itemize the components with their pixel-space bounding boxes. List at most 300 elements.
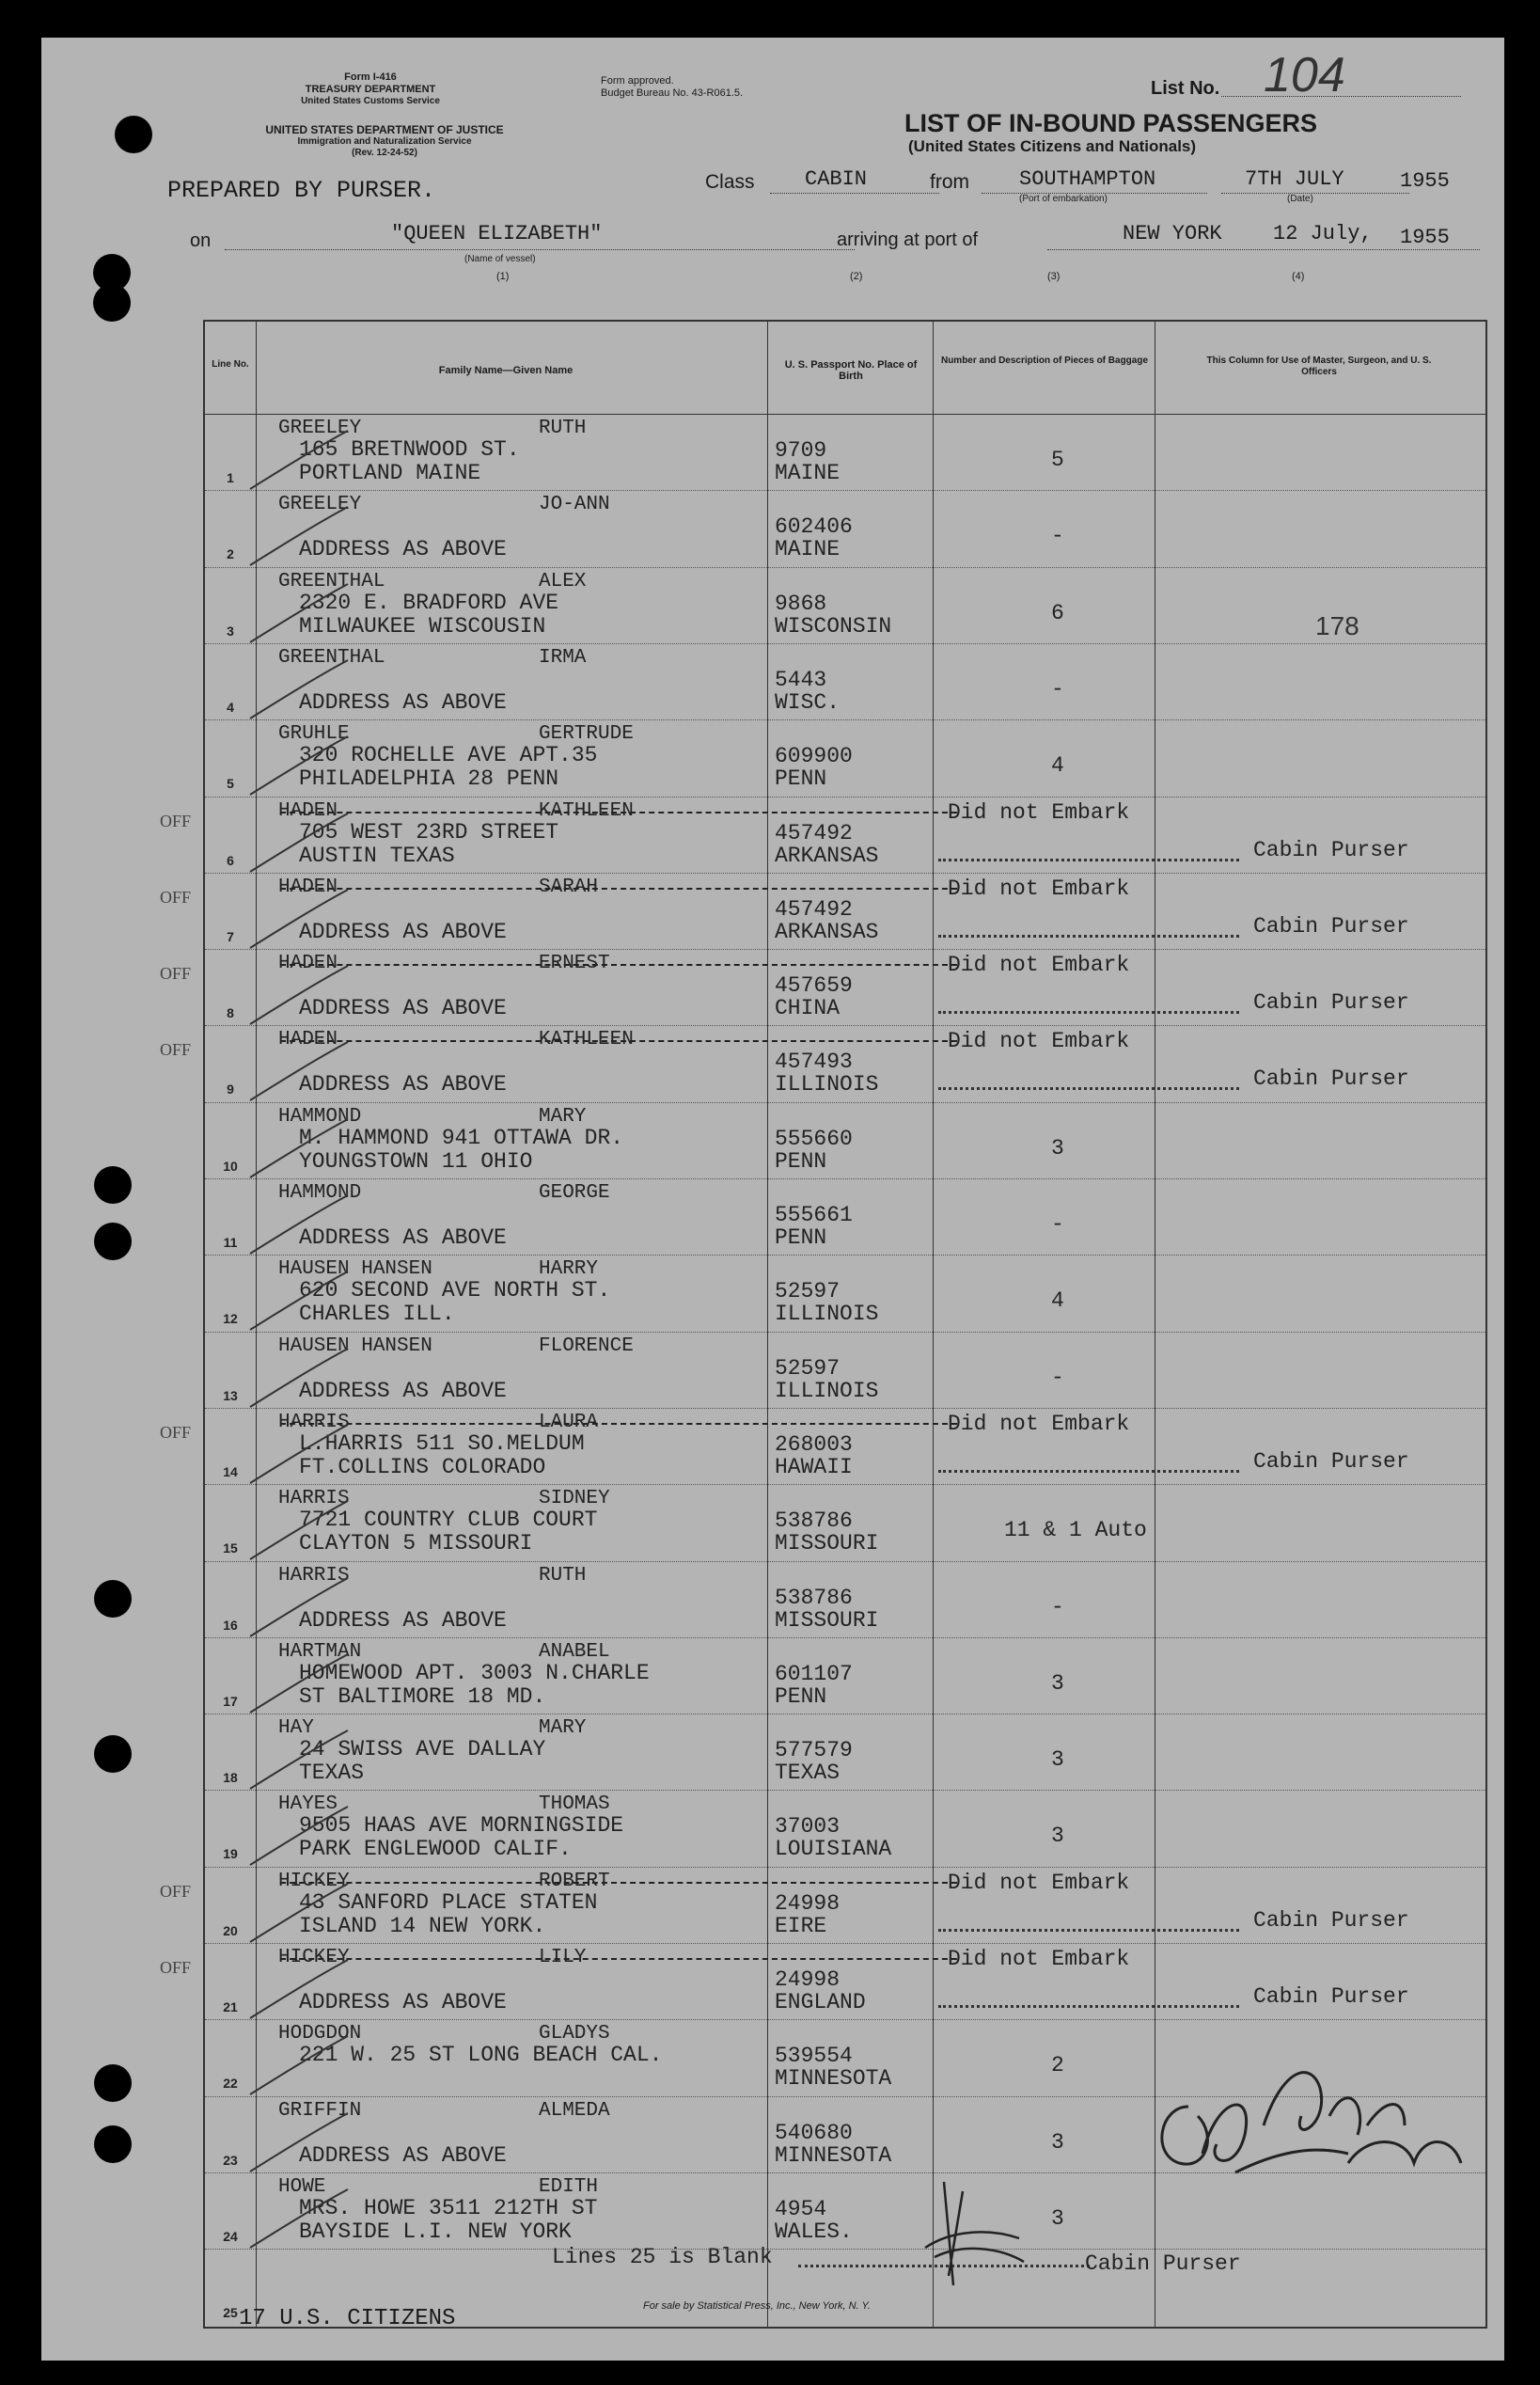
check-mark: [243, 882, 355, 957]
address-line-1: MRS. HOWE 3511 212TH ST: [299, 2195, 598, 2220]
check-mark: [243, 1952, 355, 2028]
purser-dots: [938, 1011, 1239, 1014]
baggage-count: -: [1051, 676, 1064, 702]
line-number: 3: [227, 623, 234, 639]
purser-dots: [938, 2005, 1239, 2008]
passport-number: 52597: [775, 1355, 841, 1381]
place-of-birth: MISSOURI: [775, 1607, 879, 1633]
row-separator: [205, 1102, 1485, 1103]
passport-number: 24998: [775, 1967, 841, 1992]
row-separator: [205, 1332, 1485, 1333]
cabin-purser: Cabin Purser: [1253, 837, 1409, 862]
check-mark: [243, 1493, 355, 1569]
place-of-birth: PENN: [775, 1225, 827, 1250]
family-name: HAMMOND: [278, 1105, 362, 1128]
baggage-count: 4: [1051, 753, 1064, 779]
check-mark: [243, 1876, 355, 1951]
address-line-2: PORTLAND MAINE: [299, 461, 481, 485]
vessel-name: "QUEEN ELIZABETH": [391, 222, 603, 245]
address-line-2: BAYSIDE L.I. NEW YORK: [299, 2219, 572, 2244]
prepared-by: PREPARED BY PURSER.: [167, 177, 436, 204]
passport-number: 4954: [775, 2196, 827, 2221]
check-mark: [243, 1571, 355, 1646]
family-name: HARRIS: [278, 1488, 350, 1510]
line-number: 16: [223, 1617, 238, 1633]
cabin-purser: Cabin Purser: [1253, 1066, 1409, 1092]
header-officers: This Column for Use of Master, Surgeon, and U. S. Officers: [1206, 355, 1432, 377]
family-name: HADEN: [278, 953, 338, 975]
passport-number: 555660: [775, 1126, 853, 1151]
address-line-1: 165 BRETNWOOD ST.: [299, 437, 520, 462]
place-of-birth: ARKANSAS: [775, 843, 879, 868]
off-margin-note: OFF: [160, 887, 192, 907]
place-of-birth: TEXAS: [775, 1761, 841, 1786]
passport-number: 540680: [775, 2120, 853, 2145]
baggage-count: 3: [1051, 1670, 1064, 1696]
form-budget-bureau: Budget Bureau No. 43-R061.5.: [601, 87, 744, 99]
binder-hole: [93, 284, 131, 322]
passport-number: 609900: [775, 744, 853, 769]
address-line-2: ADDRESS AS ABOVE: [299, 1072, 507, 1098]
check-mark: [243, 1723, 355, 1798]
line-number: 21: [223, 1999, 238, 2014]
initials-mark: [906, 2172, 1038, 2304]
col-divider: [767, 322, 768, 2327]
line-number: 2: [227, 546, 234, 562]
did-not-embark: Did not Embark: [948, 799, 1130, 825]
family-name: GRIFFIN: [278, 2099, 362, 2122]
arrival-year: 1955: [1400, 226, 1450, 249]
family-name: HAUSEN HANSEN: [278, 1258, 432, 1281]
address-line-2: ADDRESS AS ABOVE: [299, 2142, 507, 2168]
address-line-2: ADDRESS AS ABOVE: [299, 1607, 507, 1633]
strike-through: [280, 1423, 957, 1425]
family-name: GRUHLE: [278, 723, 350, 746]
binder-hole: [94, 1223, 132, 1260]
check-mark: [243, 1341, 355, 1416]
baggage-count: 2: [1051, 2053, 1064, 2078]
binder-hole: [94, 1166, 132, 1204]
blank-line-note: Lines 25 is Blank: [552, 2245, 773, 2269]
check-mark: [243, 958, 355, 1034]
row-separator: [205, 567, 1485, 568]
check-mark: [243, 1647, 355, 1722]
date-caption: (Date): [1287, 194, 1313, 204]
line-number: 8: [227, 1005, 234, 1021]
address-line-1: 24 SWISS AVE DALLAY: [299, 1737, 546, 1762]
place-of-birth: PENN: [775, 1683, 827, 1709]
line-number: 20: [223, 1922, 238, 1938]
check-mark: [243, 1188, 355, 1263]
row-separator: [205, 2019, 1485, 2020]
passport-number: 9709: [775, 438, 827, 463]
address-line-2: TEXAS: [299, 1761, 365, 1786]
check-mark: [243, 2182, 355, 2257]
line-number: 24: [223, 2228, 238, 2244]
row-separator: [205, 1408, 1485, 1409]
given-name: LILY: [539, 1947, 587, 1968]
line-number: 15: [223, 1540, 238, 1556]
given-name: KATHLEEN: [539, 1029, 634, 1051]
given-name: GEORGE: [539, 1182, 610, 1204]
off-margin-note: OFF: [160, 964, 192, 984]
address-line-1: 705 WEST 23RD STREET: [299, 819, 559, 845]
address-line-1: 320 ROCHELLE AVE APT.35: [299, 743, 598, 768]
column-number-2: (2): [850, 271, 863, 282]
row-separator: [205, 1178, 1485, 1179]
header-separator: [205, 414, 1485, 415]
baggage-count: 5: [1051, 448, 1064, 472]
passport-number: 457492: [775, 896, 853, 922]
address-line-2: ADDRESS AS ABOVE: [299, 1225, 507, 1250]
did-not-embark: Did not Embark: [948, 1029, 1130, 1054]
place-of-birth: WALES.: [775, 2219, 853, 2244]
given-name: ANABEL: [539, 1640, 610, 1663]
check-mark: [243, 1264, 355, 1339]
passport-number: 555661: [775, 1203, 853, 1227]
from-label: from: [930, 171, 969, 193]
given-name: RUTH: [539, 1564, 587, 1587]
line-number: 19: [223, 1846, 238, 1862]
list-no-label: List No.: [1151, 78, 1220, 99]
place-of-birth: WISC.: [775, 689, 841, 715]
column-number-3: (3): [1047, 271, 1061, 282]
given-name: ALMEDA: [539, 2099, 610, 2122]
family-name: HICKEY: [278, 1947, 350, 1968]
family-name: HAUSEN HANSEN: [278, 1335, 432, 1357]
strike-through: [280, 888, 957, 890]
address-line-2: PHILADELPHIA 28 PENN: [299, 766, 559, 792]
place-of-birth: ILLINOIS: [775, 1378, 879, 1403]
baggage-count: 11 & 1 Auto: [1004, 1518, 1147, 1543]
line-number: 6: [227, 852, 234, 868]
address-line-2: CHARLES ILL.: [299, 1302, 455, 1327]
form-sheet: [41, 38, 1504, 2361]
family-name: HARRIS: [278, 1411, 350, 1433]
line-number: 14: [223, 1463, 238, 1479]
row-separator: [205, 949, 1485, 950]
line-number: 9: [227, 1082, 234, 1098]
binder-hole: [94, 1735, 132, 1773]
passport-number: 602406: [775, 514, 853, 540]
passport-number: 457492: [775, 820, 853, 845]
given-name: SIDNEY: [539, 1488, 610, 1510]
address-line-1: HOMEWOOD APT. 3003 N.CHARLE: [299, 1660, 650, 1685]
strike-through: [280, 964, 957, 966]
line-number: 25: [223, 2305, 238, 2321]
family-name: HAMMOND: [278, 1182, 362, 1204]
family-name: HADEN: [278, 876, 338, 898]
family-name: HODGDON: [278, 2023, 362, 2045]
baggage-count: -: [1051, 524, 1064, 549]
given-name: RUTH: [539, 418, 587, 439]
address-line-2: ADDRESS AS ABOVE: [299, 689, 507, 715]
family-name: HAY: [278, 1717, 314, 1740]
row-separator: [205, 1255, 1485, 1256]
family-name: GREELEY: [278, 418, 362, 439]
check-mark: [243, 1417, 355, 1493]
given-name: ERNEST: [539, 953, 610, 975]
check-mark: [243, 577, 355, 652]
check-mark: [243, 2106, 355, 2181]
baggage-count: -: [1051, 1212, 1064, 1237]
given-name: KATHLEEN: [539, 799, 634, 822]
blank-line-signature: Cabin Purser: [1085, 2251, 1241, 2276]
address-line-2: MILWAUKEE WISCOUSIN: [299, 613, 546, 639]
family-name: HAYES: [278, 1793, 338, 1816]
line-number: 13: [223, 1387, 238, 1403]
given-name: HARRY: [539, 1258, 599, 1281]
place-of-birth: MAINE: [775, 461, 841, 485]
passport-number: 9868: [775, 591, 827, 616]
line-number: 12: [223, 1311, 238, 1327]
family-name: HOWE: [278, 2175, 326, 2198]
check-mark: [243, 1035, 355, 1110]
binder-hole: [94, 2064, 132, 2102]
address-line-2: FT.COLLINS COLORADO: [299, 1454, 546, 1479]
embarkation-year: 1955: [1400, 169, 1450, 193]
form-subtitle: (United States Citizens and Nationals): [908, 137, 1197, 155]
header-passport: U. S. Passport No. Place of Birth: [784, 359, 918, 382]
embarkation-caption: (Port of embarkation): [1019, 194, 1108, 204]
cabin-purser: Cabin Purser: [1253, 1907, 1409, 1933]
place-of-birth: LOUISIANA: [775, 1837, 892, 1862]
row-separator: [205, 1561, 1485, 1562]
line-number: 11: [223, 1235, 238, 1250]
place-of-birth: WISCONSIN: [775, 613, 892, 639]
given-name: LAURA: [539, 1411, 599, 1433]
baggage-count: -: [1051, 1365, 1064, 1390]
date-line: [1221, 193, 1409, 194]
class-line: [770, 193, 939, 194]
form-department: TREASURY DEPARTMENT: [305, 84, 436, 95]
passenger-table: [160, 320, 1487, 2329]
place-of-birth: HAWAII: [775, 1454, 853, 1479]
passport-number: 538786: [775, 1508, 853, 1534]
handwritten-signature: [1123, 2041, 1499, 2267]
given-name: MARY: [539, 1717, 587, 1740]
cabin-purser: Cabin Purser: [1253, 913, 1409, 939]
baggage-count: 3: [1051, 1824, 1064, 1849]
form-number: Form I-416: [344, 71, 397, 83]
given-name: EDITH: [539, 2175, 599, 2198]
address-line-1: 2320 E. BRADFORD AVE: [299, 590, 559, 615]
check-mark: [243, 729, 355, 804]
line-number: 22: [223, 2076, 238, 2092]
footer-printer: For sale by Statistical Press, Inc., New York, N. Y.: [643, 2300, 871, 2312]
row-separator: [205, 797, 1485, 798]
passport-number: 24998: [775, 1890, 841, 1916]
address-line-2: ADDRESS AS ABOVE: [299, 1990, 507, 2014]
place-of-birth: EIRE: [775, 1913, 827, 1938]
given-name: IRMA: [539, 646, 587, 669]
column-number-4: (4): [1292, 271, 1305, 282]
did-not-embark: Did not Embark: [948, 953, 1130, 978]
passport-number: 5443: [775, 667, 827, 692]
did-not-embark: Did not Embark: [948, 1947, 1130, 1971]
line-number: 5: [227, 776, 234, 792]
header-name: Family Name—Given Name: [438, 365, 574, 376]
purser-dots: [938, 935, 1239, 938]
family-name: HICKEY: [278, 1870, 350, 1892]
check-mark: [243, 653, 355, 728]
given-name: SARAH: [539, 876, 599, 898]
footer-total: 17 U.S. CITIZENS: [239, 2306, 456, 2331]
dept-revision: (Rev. 12-24-52): [352, 148, 417, 158]
row-separator: [205, 1025, 1485, 1026]
address-line-2: ST BALTIMORE 18 MD.: [299, 1683, 546, 1709]
row-separator: [205, 490, 1485, 491]
arriving-label: arriving at port of: [837, 229, 979, 250]
place-of-birth: CHINA: [775, 996, 841, 1021]
dept-immigration: Immigration and Naturalization Service: [297, 136, 472, 147]
strike-through: [280, 1040, 957, 1042]
row-separator: [205, 1637, 1485, 1638]
row-separator: [205, 1790, 1485, 1791]
place-of-birth: PENN: [775, 766, 827, 792]
family-name: GREELEY: [278, 494, 362, 516]
address-line-2: ISLAND 14 NEW YORK.: [299, 1913, 546, 1938]
address-line-2: ADDRESS AS ABOVE: [299, 996, 507, 1021]
address-line-1: 620 SECOND AVE NORTH ST.: [299, 1278, 611, 1303]
binder-hole: [94, 2125, 132, 2163]
family-name: HARTMAN: [278, 1640, 362, 1663]
purser-dots: [938, 1087, 1239, 1090]
baggage-count: -: [1051, 1594, 1064, 1619]
header-line-no: Line No.: [212, 359, 249, 370]
header-baggage: Number and Description of Pieces of Baggage: [940, 355, 1149, 366]
passport-number: 52597: [775, 1279, 841, 1304]
place-of-birth: PENN: [775, 1148, 827, 1174]
line-number: 17: [223, 1693, 238, 1709]
address-line-1: M. HAMMOND 941 OTTAWA DR.: [299, 1125, 624, 1150]
baggage-count: 6: [1051, 600, 1064, 625]
off-margin-note: OFF: [160, 1422, 192, 1442]
on-label: on: [190, 230, 212, 251]
baggage-count: 3: [1051, 2129, 1064, 2155]
passport-number: 539554: [775, 2044, 853, 2069]
address-line-2: YOUNGSTOWN 11 OHIO: [299, 1148, 533, 1174]
address-line-1: 9505 HAAS AVE MORNINGSIDE: [299, 1813, 624, 1839]
strike-through: [280, 812, 957, 813]
check-mark: [243, 499, 355, 575]
place-of-birth: MAINE: [775, 537, 841, 562]
given-name: JO-ANN: [539, 494, 610, 516]
row-separator: [205, 643, 1485, 644]
address-line-2: CLAYTON 5 MISSOURI: [299, 1531, 533, 1556]
address-line-2: ADDRESS AS ABOVE: [299, 919, 507, 944]
row-separator: [205, 1484, 1485, 1485]
address-line-1: L.HARRIS 511 SO.MELDUM: [299, 1430, 585, 1456]
cabin-purser: Cabin Purser: [1253, 1448, 1409, 1474]
place-of-birth: MINNESOTA: [775, 2066, 892, 2092]
did-not-embark: Did not Embark: [948, 1411, 1130, 1436]
passport-number: 457493: [775, 1050, 853, 1075]
cabin-purser: Cabin Purser: [1253, 1984, 1409, 2009]
address-line-2: ADDRESS AS ABOVE: [299, 537, 507, 562]
class-value: CABIN: [805, 167, 868, 191]
place-of-birth: MINNESOTA: [775, 2142, 892, 2168]
address-line-1: 221 W. 25 ST LONG BEACH CAL.: [299, 2043, 663, 2068]
line-number: 10: [223, 1158, 238, 1174]
family-name: HADEN: [278, 1029, 338, 1051]
given-name: MARY: [539, 1105, 587, 1128]
list-no-value: 104: [1264, 48, 1345, 103]
address-line-2: PARK ENGLEWOOD CALIF.: [299, 1837, 572, 1862]
baggage-count: 3: [1051, 1135, 1064, 1161]
vessel-caption: (Name of vessel): [464, 254, 536, 264]
place-of-birth: MISSOURI: [775, 1531, 879, 1556]
strike-through: [280, 1882, 957, 1884]
address-line-1: 43 SANFORD PLACE STATEN: [299, 1889, 598, 1915]
purser-dots: [938, 1470, 1239, 1473]
form-approval: Form approved.: [601, 75, 674, 87]
row-separator: [205, 1943, 1485, 1944]
vessel-line: [225, 249, 855, 250]
arrival-line: [1047, 249, 1480, 250]
officer-note: 178: [1315, 611, 1359, 640]
row-separator: [205, 873, 1485, 874]
class-label: Class: [705, 171, 755, 193]
strike-through: [280, 1958, 957, 1960]
check-mark: [243, 423, 355, 498]
passport-number: 601107: [775, 1661, 853, 1686]
given-name: FLORENCE: [539, 1335, 634, 1357]
address-line-1: 7721 COUNTRY CLUB COURT: [299, 1508, 598, 1533]
line-number: 23: [223, 2152, 238, 2168]
purser-dots: [938, 859, 1239, 861]
row-separator: [205, 719, 1485, 720]
off-margin-note: OFF: [160, 1881, 192, 1901]
form-service: United States Customs Service: [301, 96, 440, 106]
given-name: ROBERT: [539, 1870, 610, 1892]
place-of-birth: ILLINOIS: [775, 1302, 879, 1327]
line-number: 7: [227, 928, 234, 944]
arrival-date: 12 July,: [1273, 222, 1373, 245]
purser-dots: [938, 1929, 1239, 1932]
place-of-birth: ARKANSAS: [775, 919, 879, 944]
check-mark: [243, 2029, 355, 2104]
passport-number: 268003: [775, 1431, 853, 1457]
passport-number: 457659: [775, 973, 853, 999]
form-title: LIST OF IN-BOUND PASSENGERS: [904, 109, 1318, 137]
column-number-1: (1): [496, 271, 510, 282]
given-name: THOMAS: [539, 1793, 610, 1816]
passport-number: 538786: [775, 1585, 853, 1610]
off-margin-note: OFF: [160, 1040, 192, 1060]
baggage-count: 3: [1051, 2205, 1064, 2231]
binder-hole: [94, 1580, 132, 1618]
given-name: ALEX: [539, 570, 587, 592]
binder-hole: [115, 116, 152, 153]
off-margin-note: OFF: [160, 1958, 192, 1977]
embarkation-port: SOUTHAMPTON: [1019, 167, 1156, 191]
given-name: GLADYS: [539, 2023, 610, 2045]
cabin-purser: Cabin Purser: [1253, 990, 1409, 1016]
family-name: GREENTHAL: [278, 646, 385, 669]
line-number: 18: [223, 1770, 238, 1786]
baggage-count: 4: [1051, 1288, 1064, 1314]
given-name: GERTRUDE: [539, 723, 634, 746]
check-mark: [243, 1112, 355, 1187]
arrival-port: NEW YORK: [1123, 222, 1222, 245]
row-separator: [205, 1867, 1485, 1868]
place-of-birth: ENGLAND: [775, 1990, 866, 2014]
passport-number: 37003: [775, 1814, 841, 1840]
line-number: 4: [227, 699, 234, 715]
off-margin-note: OFF: [160, 811, 192, 830]
dept-justice: UNITED STATES DEPARTMENT OF JUSTICE: [265, 123, 504, 136]
